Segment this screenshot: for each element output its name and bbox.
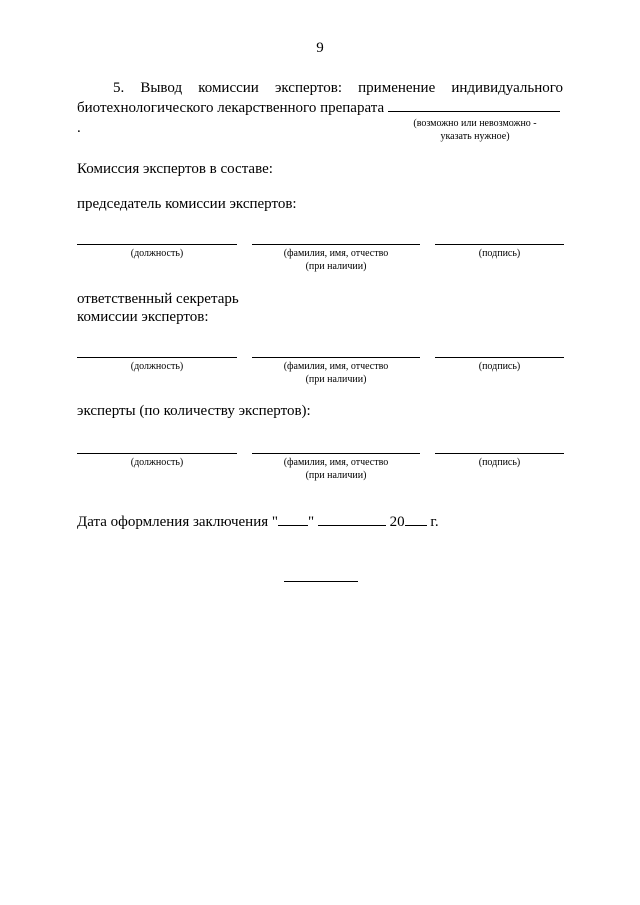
- secretary-position-line: [77, 357, 237, 358]
- date-prefix: Дата оформления заключения ": [77, 514, 278, 530]
- experts-name-caption: [252, 456, 420, 482]
- commission-title: Комиссия экспертов в составе:: [77, 161, 273, 177]
- item5-word: экспертов:: [274, 80, 343, 96]
- chairman-label: председатель комиссии экспертов:: [77, 196, 297, 212]
- conclusion-blank: [388, 98, 560, 112]
- item5-hint-line2: указать нужное): [440, 131, 510, 142]
- secretary-label-line1: ответственный секретарь: [77, 291, 239, 307]
- item5-line2-end: .: [77, 120, 81, 136]
- page-number: 9: [316, 40, 324, 56]
- date-suffix: г.: [430, 514, 439, 530]
- name-caption-line1: (фамилия, имя, отчество: [283, 457, 389, 468]
- secretary-label: [77, 290, 239, 326]
- item5-line1: [77, 78, 563, 98]
- end-separator-line: [284, 581, 358, 582]
- date-day-blank: [278, 512, 308, 526]
- experts-signature-line: [435, 453, 564, 454]
- experts-label: эксперты (по количеству экспертов):: [77, 403, 311, 419]
- date-year-prefix: 20: [389, 514, 405, 530]
- experts-position-caption: (должность): [130, 457, 184, 468]
- chairman-position-line: [77, 244, 237, 245]
- date-mid1: ": [308, 514, 315, 530]
- secretary-name-caption: [252, 360, 420, 386]
- item5-hint: [395, 117, 555, 143]
- chairman-signature-line: [435, 244, 564, 245]
- secretary-signature-caption: (подпись): [478, 361, 521, 372]
- chairman-name-line: [252, 244, 420, 245]
- experts-signature-caption: (подпись): [478, 457, 521, 468]
- item5-word: 5. Вывод: [113, 80, 183, 96]
- experts-position-line: [77, 453, 237, 454]
- date-year-blank: [405, 512, 427, 526]
- secretary-position-caption: (должность): [130, 361, 184, 372]
- experts-name-line: [252, 453, 420, 454]
- item5-word: индивидуального: [451, 80, 564, 96]
- name-caption-line1: (фамилия, имя, отчество: [283, 361, 389, 372]
- chairman-signature-caption: (подпись): [478, 248, 521, 259]
- name-caption-line2: (при наличии): [305, 470, 367, 481]
- item5-hint-line1: (возможно или невозможно -: [413, 118, 537, 129]
- name-caption-line2: (при наличии): [305, 261, 367, 272]
- chairman-position-caption: (должность): [130, 248, 184, 259]
- item5-line2-text: биотехнологического лекарственного препарата: [77, 100, 385, 116]
- item5-word: комиссии: [198, 80, 259, 96]
- name-caption-line1: (фамилия, имя, отчество: [283, 248, 389, 259]
- secretary-label-line2: комиссии экспертов:: [77, 309, 209, 325]
- secretary-name-line: [252, 357, 420, 358]
- name-caption-line2: (при наличии): [305, 374, 367, 385]
- date-month-blank: [318, 512, 386, 526]
- item5-word: применение: [358, 80, 436, 96]
- date-line: [77, 512, 439, 531]
- chairman-name-caption: [252, 247, 420, 273]
- secretary-signature-line: [435, 357, 564, 358]
